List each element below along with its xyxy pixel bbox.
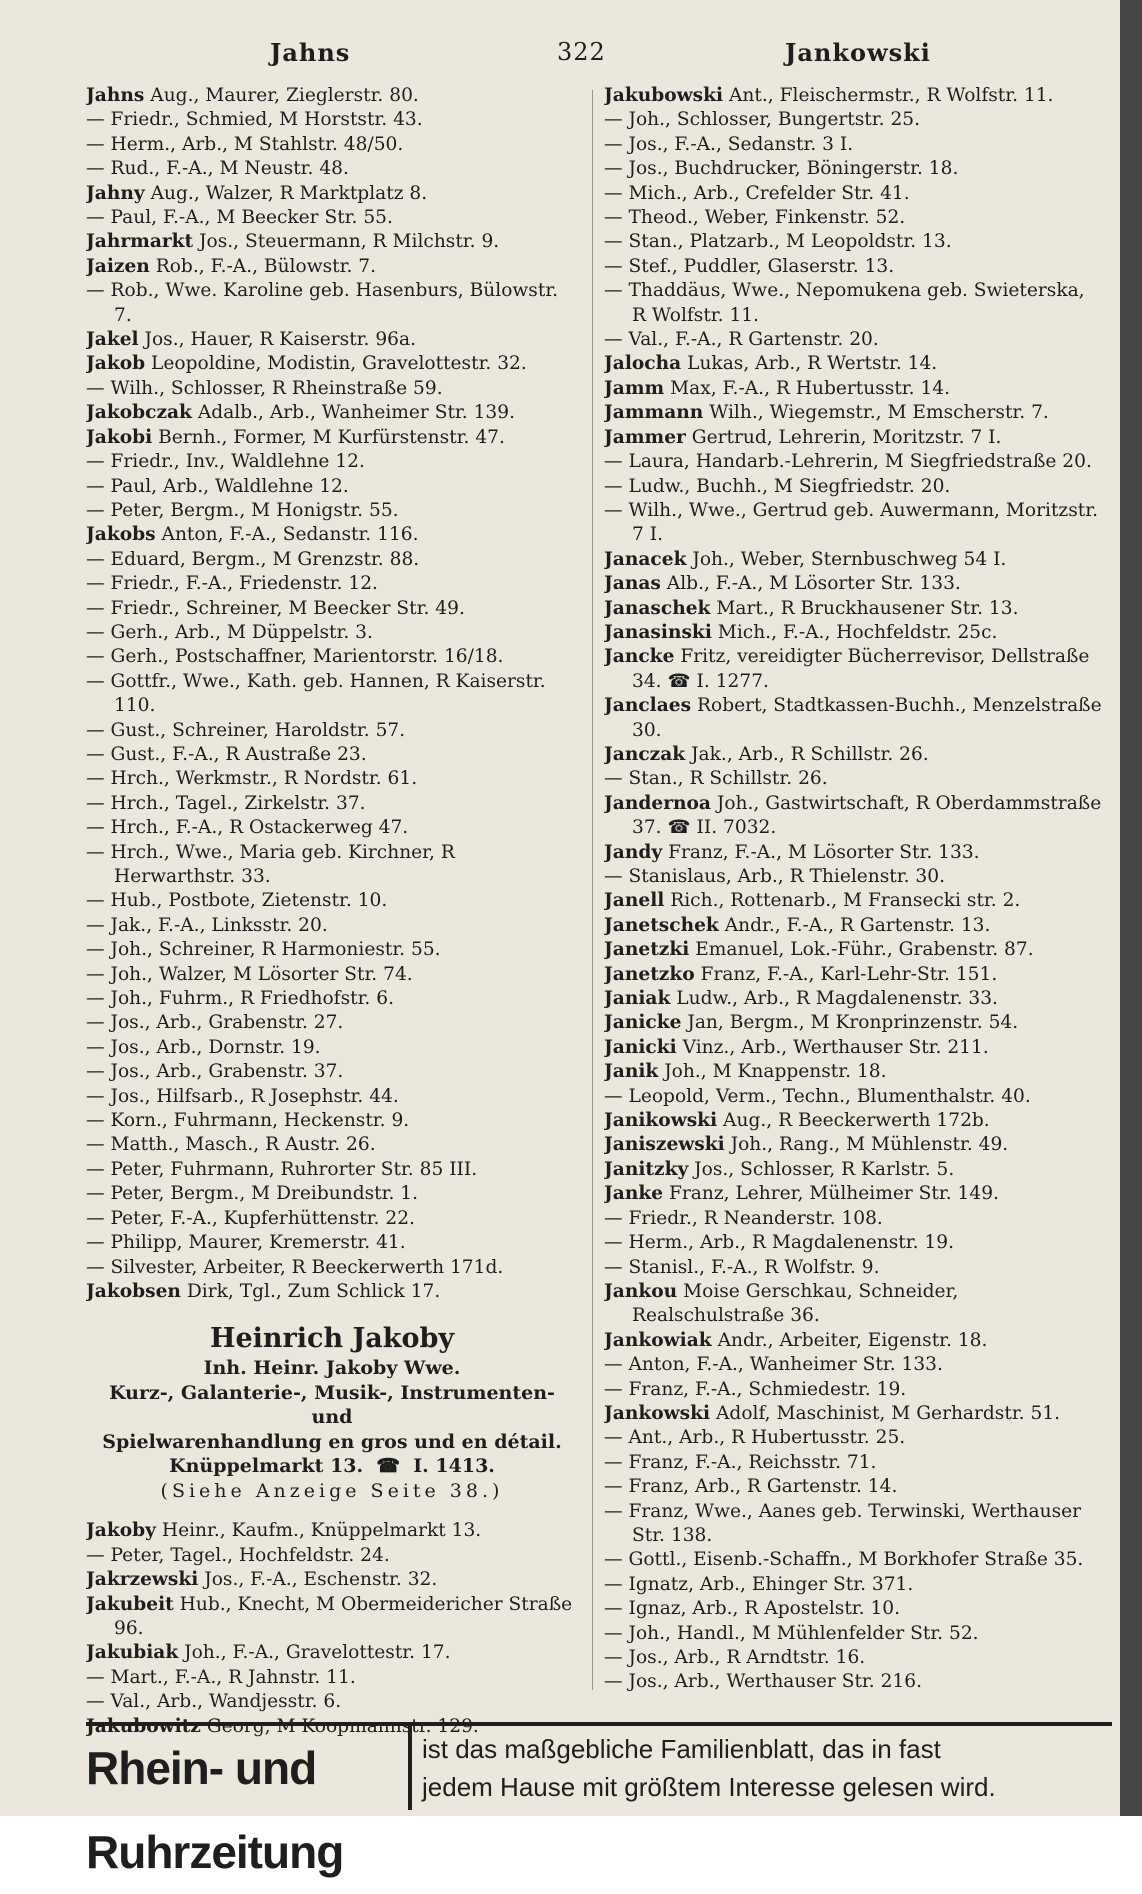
directory-entry xyxy=(604,548,1104,572)
directory-entry xyxy=(604,133,1104,157)
newspaper-banner xyxy=(86,1722,1112,1878)
directory-entry xyxy=(86,670,578,719)
entry-details: — Peter, Tagel., Hochfeldstr. 24. xyxy=(86,1544,390,1566)
entry-details: — Gerh., Postschaffner, Marientorstr. 16/18. xyxy=(86,646,504,668)
entry-details: — Friedr., Inv., Waldlehne 12. xyxy=(86,451,365,473)
directory-entry xyxy=(604,1475,1104,1499)
column-divider xyxy=(592,90,593,1690)
right-entry-list xyxy=(604,84,1104,1695)
entry-details: — Jos., Arb., Grabenstr. 37. xyxy=(86,1061,344,1083)
entry-details: Aug., R Beeckerwerth 172b. xyxy=(717,1110,990,1132)
directory-entry xyxy=(86,645,578,669)
directory-entry xyxy=(86,572,578,596)
entry-details: — Hrch., Wwe., Maria geb. Kirchner, R Herwarthstr. 33. xyxy=(86,841,455,887)
entry-details: Rob., F.-A., Bülowstr. 7. xyxy=(149,255,377,277)
entry-details: — Jos., Hilfsarb., R Josephstr. 44. xyxy=(86,1085,399,1107)
entry-details: — Wilh., Schlosser, R Rheinstraße 59. xyxy=(86,377,443,399)
directory-entry xyxy=(604,182,1104,206)
entry-details: — Friedr., R Neanderstr. 108. xyxy=(604,1207,883,1229)
directory-entry xyxy=(604,352,1104,376)
entry-details: Aug., Walzer, R Marktplatz 8. xyxy=(144,182,428,204)
entry-details: — Peter, Fuhrmann, Ruhrorter Str. 85 III. xyxy=(86,1158,478,1180)
entry-details: — Peter, Bergm., M Dreibundstr. 1. xyxy=(86,1183,419,1205)
directory-entry xyxy=(86,816,578,840)
entry-details: — Hrch., Werkmstr., R Nordstr. 61. xyxy=(86,768,418,790)
directory-entry xyxy=(604,450,1104,474)
phone-icon: ☎ xyxy=(369,1455,407,1478)
directory-entry xyxy=(86,621,578,645)
entry-surname: Janasinski xyxy=(604,621,712,643)
entry-surname: Jakobs xyxy=(86,524,156,546)
entry-details: — Stan., Platzarb., M Leopoldstr. 13. xyxy=(604,231,952,253)
directory-entry xyxy=(604,1011,1104,1035)
directory-entry xyxy=(86,523,578,547)
directory-entry xyxy=(86,719,578,743)
directory-entry xyxy=(86,1036,578,1060)
entry-details: — Theod., Weber, Finkenstr. 52. xyxy=(604,207,906,229)
directory-entry xyxy=(604,1353,1104,1377)
directory-entry xyxy=(86,328,578,352)
entry-surname: Janikowski xyxy=(604,1110,718,1132)
entry-details: — Mich., Arb., Crefelder Str. 41. xyxy=(604,182,910,204)
directory-entry xyxy=(86,475,578,499)
entry-surname: Jandernoa xyxy=(604,792,711,814)
entry-surname: Jamm xyxy=(604,377,665,399)
entry-details: — Jos., Arb., Dornstr. 19. xyxy=(86,1036,321,1058)
entry-details: — Friedr., Schmied, M Horststr. 43. xyxy=(86,109,423,131)
directory-entry xyxy=(604,987,1104,1011)
directory-entry xyxy=(86,1568,578,1592)
directory-entry xyxy=(86,1109,578,1133)
entry-surname: Janacek xyxy=(604,548,687,570)
entry-details: — Val., F.-A., R Gartenstr. 20. xyxy=(604,329,879,351)
directory-entry xyxy=(604,475,1104,499)
entry-details: Jan, Bergm., M Kronprinzenstr. 54. xyxy=(681,1012,1019,1034)
entry-details: Andr., F.-A., R Gartenstr. 13. xyxy=(718,914,991,936)
directory-entry xyxy=(604,1060,1104,1084)
entry-details: Joh., Gastwirtschaft, R Oberdammstraße 37. ☎ II. 7032. xyxy=(632,792,1102,839)
entry-surname: Janell xyxy=(604,890,665,912)
directory-entry xyxy=(604,1158,1104,1182)
entry-surname: Janke xyxy=(604,1183,664,1205)
directory-entry xyxy=(604,1280,1104,1329)
entry-details: — Paul, Arb., Waldlehne 12. xyxy=(86,475,349,497)
directory-entry xyxy=(86,1256,578,1280)
banner-line-2: jedem Hause mit größtem Interesse gelesen wird. xyxy=(422,1772,996,1802)
entry-details: — Philipp, Maurer, Kremerstr. 41. xyxy=(86,1232,406,1254)
directory-entry xyxy=(604,1256,1104,1280)
entry-surname: Jakubowitz xyxy=(86,1715,201,1737)
jakoby-advertisement xyxy=(86,1322,578,1503)
entry-surname: Jankowski xyxy=(604,1402,711,1424)
ad-reference: (Siehe Anzeige Seite 38.) xyxy=(160,1479,504,1502)
entry-surname: Janas xyxy=(604,573,661,595)
directory-entry xyxy=(604,1402,1104,1426)
entry-details: — Peter, Bergm., M Honigstr. 55. xyxy=(86,499,399,521)
directory-entry xyxy=(86,1280,578,1304)
entry-surname: Jakob xyxy=(86,353,146,375)
directory-entry xyxy=(86,1182,578,1206)
directory-entry xyxy=(604,963,1104,987)
entry-details: — Ludw., Buchh., M Siegfriedstr. 20. xyxy=(604,475,951,497)
left-entry-list-after-ad xyxy=(86,1519,578,1739)
directory-entry xyxy=(604,1036,1104,1060)
directory-entry xyxy=(86,963,578,987)
entry-details: — Jos., Arb., R Arndtstr. 16. xyxy=(604,1647,866,1668)
directory-entry xyxy=(86,767,578,791)
directory-entry xyxy=(604,401,1104,425)
ad-phone: I. 1413. xyxy=(413,1455,495,1478)
entry-details: Joh., M Knappenstr. 18. xyxy=(658,1061,887,1083)
entry-surname: Janiak xyxy=(604,988,671,1010)
directory-entry xyxy=(604,84,1104,108)
entry-details: — Herm., Arb., M Stahlstr. 48/50. xyxy=(86,133,404,155)
entry-details: Joh., Weber, Sternbuschweg 54 I. xyxy=(686,548,1007,570)
ad-owner: Inh. Heinr. Jakoby Wwe. xyxy=(203,1357,461,1380)
entry-surname: Jakrzewski xyxy=(86,1569,199,1591)
entry-details: Wilh., Wiegemstr., M Emscherstr. 7. xyxy=(703,402,1049,424)
directory-entry xyxy=(604,499,1104,548)
directory-entry xyxy=(86,841,578,890)
entry-surname: Jankou xyxy=(604,1280,678,1302)
directory-entry xyxy=(86,426,578,450)
header-right-keyword: Jankowski xyxy=(785,38,931,67)
directory-entry xyxy=(86,987,578,1011)
directory-entry xyxy=(86,1690,578,1714)
directory-entry xyxy=(86,1593,578,1642)
directory-entry xyxy=(604,841,1104,865)
directory-entry xyxy=(604,1378,1104,1402)
entry-details: — Franz, Arb., R Gartenstr. 14. xyxy=(604,1476,898,1498)
directory-entry xyxy=(604,1231,1104,1255)
directory-entry xyxy=(604,1085,1104,1109)
directory-entry xyxy=(604,1207,1104,1231)
entry-details: — Korn., Fuhrmann, Heckenstr. 9. xyxy=(86,1110,410,1132)
directory-entry xyxy=(86,450,578,474)
directory-entry xyxy=(604,865,1104,889)
entry-details: Andr., Arbeiter, Eigenstr. 18. xyxy=(711,1329,988,1351)
left-entry-list xyxy=(86,84,578,1304)
directory-entry xyxy=(86,1133,578,1157)
entry-details: — Hrch., F.-A., R Ostackerweg 47. xyxy=(86,817,409,839)
directory-entry xyxy=(604,743,1104,767)
directory-entry xyxy=(604,206,1104,230)
entry-details: Adalb., Arb., Wanheimer Str. 139. xyxy=(191,402,516,424)
entry-surname: Janik xyxy=(604,1061,659,1083)
entry-details: — Gust., Schreiner, Haroldstr. 57. xyxy=(86,719,406,741)
entry-details: — Joh., Handl., M Mühlenfelder Str. 52. xyxy=(604,1622,979,1644)
directory-entry xyxy=(86,499,578,523)
directory-entry xyxy=(604,1573,1104,1597)
entry-details: Franz, F.-A., Karl-Lehr-Str. 151. xyxy=(694,963,998,985)
directory-entry xyxy=(86,938,578,962)
entry-surname: Jankowiak xyxy=(604,1329,712,1351)
entry-details: — Gust., F.-A., R Austraße 23. xyxy=(86,743,367,765)
page-header xyxy=(0,38,1120,70)
directory-entry xyxy=(86,255,578,279)
entry-surname: Jahny xyxy=(86,182,145,204)
directory-entry xyxy=(604,645,1104,694)
entry-details: Joh., F.-A., Gravelottestr. 17. xyxy=(178,1642,451,1664)
entry-details: — Rud., F.-A., M Neustr. 48. xyxy=(86,158,349,180)
entry-surname: Jakoby xyxy=(86,1520,156,1542)
directory-entry xyxy=(604,767,1104,791)
entry-details: — Rob., Wwe. Karoline geb. Hasenburs, Bülowstr. 7. xyxy=(86,280,559,326)
entry-details: — Ant., Arb., R Hubertusstr. 25. xyxy=(604,1427,906,1449)
entry-surname: Janicke xyxy=(604,1012,682,1034)
directory-entry xyxy=(604,1622,1104,1646)
entry-details: — Val., Arb., Wandjesstr. 6. xyxy=(86,1691,342,1713)
directory-entry xyxy=(604,328,1104,352)
entry-details: — Peter, F.-A., Kupferhüttenstr. 22. xyxy=(86,1207,415,1229)
entry-details: — Jak., F.-A., Linksstr. 20. xyxy=(86,914,328,936)
directory-entry xyxy=(86,1231,578,1255)
entry-details: — Anton, F.-A., Wanheimer Str. 133. xyxy=(604,1354,943,1376)
entry-details: Bernh., Former, M Kurfürstenstr. 47. xyxy=(152,426,505,448)
directory-entry xyxy=(86,279,578,328)
entry-surname: Jakobsen xyxy=(86,1280,181,1302)
directory-entry xyxy=(86,84,578,108)
entry-details: Robert, Stadtkassen-Buchh., Menzelstraße 30. xyxy=(632,695,1102,741)
directory-entry xyxy=(86,230,578,254)
banner-line-1: ist das maßgebliche Familienblatt, das in fast xyxy=(422,1734,941,1764)
entry-surname: Jahns xyxy=(86,85,145,106)
entry-surname: Jakubiak xyxy=(86,1642,179,1664)
entry-surname: Jakubowski xyxy=(604,85,724,106)
entry-details: — Franz, F.-A., Reichsstr. 71. xyxy=(604,1451,877,1473)
directory-entry xyxy=(604,108,1104,132)
entry-details: Mart., R Bruckhausener Str. 13. xyxy=(710,597,1019,619)
entry-surname: Janicki xyxy=(604,1036,677,1058)
page-edge-shadow xyxy=(1120,0,1142,1816)
entry-details: — Matth., Masch., R Austr. 26. xyxy=(86,1134,376,1156)
entry-surname: Jaizen xyxy=(86,255,150,277)
directory-entry xyxy=(604,1548,1104,1572)
directory-entry xyxy=(604,157,1104,181)
entry-details: Heinr., Kaufm., Knüppelmarkt 13. xyxy=(155,1520,482,1542)
directory-entry xyxy=(604,1109,1104,1133)
entry-details: — Ignaz, Arb., R Apostelstr. 10. xyxy=(604,1598,901,1620)
directory-entry xyxy=(86,377,578,401)
directory-entry xyxy=(86,889,578,913)
ad-contact xyxy=(86,1454,578,1479)
entry-details: — Stef., Puddler, Glaserstr. 13. xyxy=(604,255,895,277)
directory-entry xyxy=(604,1133,1104,1157)
directory-entry xyxy=(86,401,578,425)
directory-entry xyxy=(604,1426,1104,1450)
directory-entry xyxy=(86,1544,578,1568)
entry-details: Ludw., Arb., R Magdalenenstr. 33. xyxy=(670,988,998,1010)
entry-details: — Franz, Wwe., Aanes geb. Terwinski, Werthauser Str. 138. xyxy=(604,1500,1081,1546)
entry-surname: Jakubeit xyxy=(86,1593,174,1615)
directory-entry xyxy=(86,743,578,767)
entry-details: Lukas, Arb., R Wertstr. 14. xyxy=(681,353,938,375)
directory-entry xyxy=(604,792,1104,841)
directory-entry xyxy=(86,1158,578,1182)
entry-surname: Janaschek xyxy=(604,597,711,619)
entry-details: Jos., Steuermann, R Milchstr. 9. xyxy=(193,231,500,253)
entry-details: Ant., Fleischermstr., R Wolfstr. 11. xyxy=(723,85,1054,106)
entry-details: Joh., Rang., M Mühlenstr. 49. xyxy=(724,1134,1009,1156)
entry-surname: Jammer xyxy=(604,426,686,448)
entry-details: Leopoldine, Modistin, Gravelottestr. 32. xyxy=(145,353,527,375)
directory-entry xyxy=(604,889,1104,913)
entry-details: — Franz, F.-A., Schmiedestr. 19. xyxy=(604,1378,907,1400)
entry-details: Fritz, vereidigter Bücherrevisor, Dellstraße 34. ☎ I. 1277. xyxy=(632,646,1090,692)
banner-title: Rhein- und Ruhrzeitung xyxy=(86,1726,412,1810)
entry-surname: Janetzki xyxy=(604,939,690,961)
entry-details: — Joh., Fuhrm., R Friedhofstr. 6. xyxy=(86,988,394,1010)
entry-details: Jos., Hauer, R Kaiserstr. 96a. xyxy=(138,329,417,351)
entry-details: — Wilh., Wwe., Gertrud geb. Auwermann, Moritzstr. 7 I. xyxy=(604,499,1098,546)
right-column xyxy=(604,84,1104,1695)
entry-surname: Jandy xyxy=(604,841,663,863)
directory-entry xyxy=(604,230,1104,254)
entry-details: — Joh., Walzer, M Lösorter Str. 74. xyxy=(86,963,413,985)
entry-surname: Janitzky xyxy=(604,1158,689,1180)
directory-entry xyxy=(604,914,1104,938)
entry-details: Franz, Lehrer, Mülheimer Str. 149. xyxy=(663,1183,999,1205)
entry-details: — Thaddäus, Wwe., Nepomukena geb. Swieterska, R Wolfstr. 11. xyxy=(604,280,1085,326)
entry-details: Vinz., Arb., Werthauser Str. 211. xyxy=(676,1036,989,1058)
directory-entry xyxy=(86,182,578,206)
directory-entry xyxy=(86,792,578,816)
entry-details: Gertrud, Lehrerin, Moritzstr. 7 I. xyxy=(685,426,1002,448)
ad-line-2: Spielwarenhandlung en gros und en détail. xyxy=(102,1430,562,1453)
entry-details: — Joh., Schlosser, Bungertstr. 25. xyxy=(604,109,921,131)
ad-line-1: Kurz-, Galanterie-, Musik-, Instrumenten- und xyxy=(109,1381,555,1429)
entry-details: — Hub., Postbote, Zietenstr. 10. xyxy=(86,890,388,912)
directory-entry xyxy=(604,255,1104,279)
entry-details: — Jos., F.-A., Sedanstr. 3 I. xyxy=(604,133,854,155)
entry-details: — Stanisl., F.-A., R Wolfstr. 9. xyxy=(604,1256,880,1278)
entry-details: Jos., F.-A., Eschenstr. 32. xyxy=(198,1569,438,1591)
entry-details: — Eduard, Bergm., M Grenzstr. 88. xyxy=(86,548,420,570)
directory-entry xyxy=(604,1451,1104,1475)
entry-details: — Laura, Handarb.-Lehrerin, M Siegfriedstraße 20. xyxy=(604,451,1092,473)
entry-details: Adolf, Maschinist, M Gerhardstr. 51. xyxy=(710,1402,1061,1424)
directory-entry xyxy=(86,352,578,376)
entry-surname: Jakel xyxy=(86,329,139,351)
directory-entry xyxy=(604,1670,1104,1694)
entry-details: Rich., Rottenarb., M Fransecki str. 2. xyxy=(664,890,1021,912)
directory-entry xyxy=(604,597,1104,621)
entry-details: Jos., Schlosser, R Karlstr. 5. xyxy=(688,1158,955,1180)
directory-entry xyxy=(604,1500,1104,1549)
entry-surname: Janetschek xyxy=(604,914,719,936)
entry-details: Emanuel, Lok.-Führ., Grabenstr. 87. xyxy=(689,939,1034,961)
directory-entry xyxy=(604,572,1104,596)
ad-business-name: Heinrich Jakoby xyxy=(209,1323,455,1355)
header-left-keyword: Jahns xyxy=(270,38,351,67)
directory-entry xyxy=(86,548,578,572)
directory-entry xyxy=(86,157,578,181)
entry-details: Max, F.-A., R Hubertusstr. 14. xyxy=(664,377,951,399)
directory-entry xyxy=(604,938,1104,962)
entry-surname: Jalocha xyxy=(604,353,682,375)
entry-surname: Janetzko xyxy=(604,963,695,985)
directory-entry xyxy=(604,279,1104,328)
left-column xyxy=(86,84,578,1739)
entry-details: — Paul, F.-A., M Beecker Str. 55. xyxy=(86,207,393,229)
page-number: 322 xyxy=(557,38,606,66)
entry-details: Mich., F.-A., Hochfeldstr. 25c. xyxy=(711,621,998,643)
entry-details: — Jos., Arb., Grabenstr. 27. xyxy=(86,1012,344,1034)
entry-details: — Stan., R Schillstr. 26. xyxy=(604,768,828,790)
entry-details: — Ignatz, Arb., Ehinger Str. 371. xyxy=(604,1573,914,1595)
entry-details: — Hrch., Tagel., Zirkelstr. 37. xyxy=(86,792,366,814)
entry-surname: Jakobczak xyxy=(86,402,192,424)
directory-entry xyxy=(86,1666,578,1690)
entry-details: Jak., Arb., R Schillstr. 26. xyxy=(685,743,929,765)
directory-entry xyxy=(604,1646,1104,1670)
directory-entry xyxy=(86,1207,578,1231)
ad-address: Knüppelmarkt 13. xyxy=(169,1455,364,1478)
directory-entry xyxy=(604,1182,1104,1206)
entry-details: Aug., Maurer, Zieglerstr. 80. xyxy=(144,85,419,106)
entry-details: — Joh., Schreiner, R Harmoniestr. 55. xyxy=(86,939,441,961)
entry-details: — Herm., Arb., R Magdalenenstr. 19. xyxy=(604,1232,955,1254)
directory-entry xyxy=(604,377,1104,401)
directory-entry xyxy=(86,206,578,230)
entry-details: Hub., Knecht, M Obermeidericher Straße 96. xyxy=(114,1593,573,1639)
directory-entry xyxy=(604,1597,1104,1621)
entry-surname: Jammann xyxy=(604,402,704,424)
directory-entry xyxy=(86,1641,578,1665)
directory-entry xyxy=(86,914,578,938)
entry-surname: Jakobi xyxy=(86,426,153,448)
entry-details: — Gottl., Eisenb.-Schaffn., M Borkhofer Straße 35. xyxy=(604,1549,1084,1571)
entry-details: Franz, F.-A., M Lösorter Str. 133. xyxy=(662,841,980,863)
entry-surname: Janclaes xyxy=(604,695,692,717)
directory-entry xyxy=(86,1085,578,1109)
directory-entry xyxy=(604,1329,1104,1353)
entry-details: — Leopold, Verm., Techn., Blumenthalstr. 40. xyxy=(604,1085,1031,1107)
directory-entry xyxy=(86,597,578,621)
entry-details: — Stanislaus, Arb., R Thielenstr. 30. xyxy=(604,866,945,887)
directory-entry xyxy=(86,133,578,157)
directory-entry xyxy=(604,694,1104,743)
entry-details: Moise Gerschkau, Schneider, Realschulstraße 36. xyxy=(632,1280,959,1327)
entry-details: — Silvester, Arbeiter, R Beeckerwerth 171d. xyxy=(86,1256,504,1278)
entry-details: — Gottfr., Wwe., Kath. geb. Hannen, R Kaiserstr. 110. xyxy=(86,670,546,717)
entry-details: Alb., F.-A., M Lösorter Str. 133. xyxy=(660,573,961,595)
entry-details: Anton, F.-A., Sedanstr. 116. xyxy=(155,524,419,546)
directory-entry xyxy=(604,621,1104,645)
entry-details: — Friedr., F.-A., Friedenstr. 12. xyxy=(86,573,378,595)
directory-entry xyxy=(604,426,1104,450)
entry-details: Dirk, Tgl., Zum Schlick 17. xyxy=(180,1280,441,1302)
entry-details: — Gerh., Arb., M Düppelstr. 3. xyxy=(86,621,373,643)
entry-surname: Jancke xyxy=(604,646,675,668)
entry-surname: Jahrmarkt xyxy=(86,231,194,253)
directory-entry xyxy=(86,108,578,132)
entry-details: — Jos., Buchdrucker, Böningerstr. 18. xyxy=(604,158,959,180)
entry-details: — Friedr., Schreiner, M Beecker Str. 49. xyxy=(86,597,465,619)
entry-surname: Janczak xyxy=(604,743,686,765)
directory-entry xyxy=(86,1011,578,1035)
entry-details: — Mart., F.-A., R Jahnstr. 11. xyxy=(86,1666,356,1688)
directory-entry xyxy=(86,1519,578,1543)
entry-surname: Janiszewski xyxy=(604,1134,725,1156)
entry-details: — Jos., Arb., Werthauser Str. 216. xyxy=(604,1671,922,1693)
directory-entry xyxy=(86,1060,578,1084)
entry-details: Georg, M Koopmannstr. 129. xyxy=(200,1715,479,1737)
